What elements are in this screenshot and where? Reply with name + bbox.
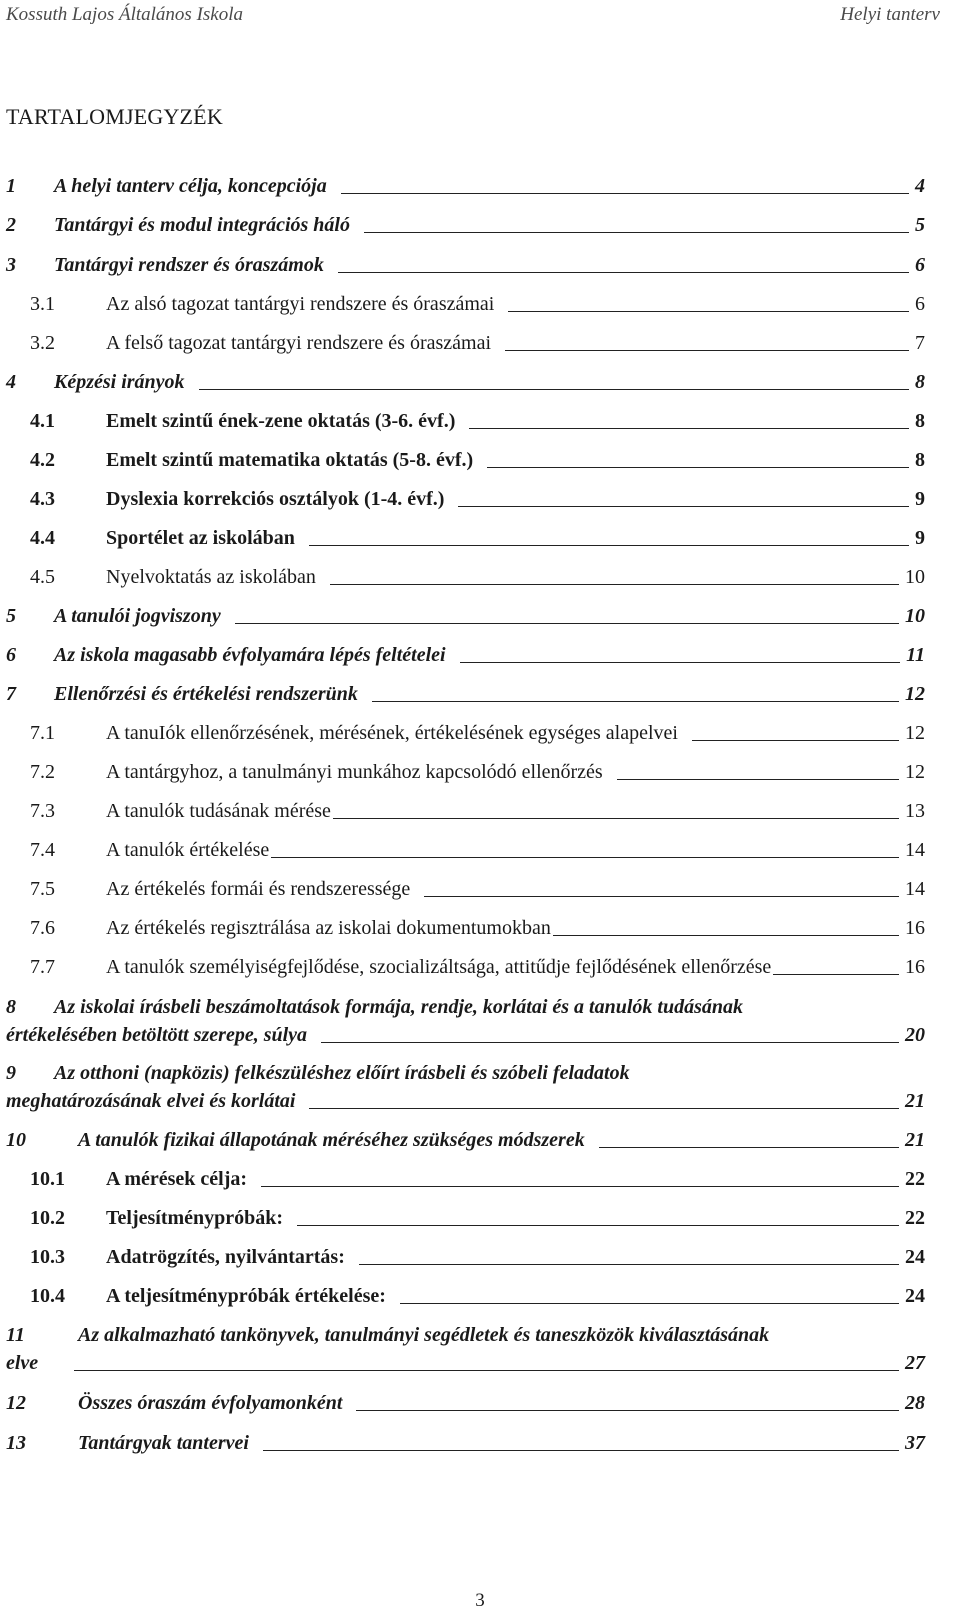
toc-entry-title: Az értékelés formái és rendszeressége	[106, 878, 411, 900]
toc-entry-page: 6	[915, 293, 925, 315]
toc-entry-number: 9	[6, 1062, 16, 1084]
toc-entry-title: A tanulói jogviszony	[54, 605, 221, 627]
dot-leader	[424, 896, 899, 897]
toc-entry-title: Emelt szintű ének-zene oktatás (3-6. évf.)	[106, 410, 456, 432]
dot-leader	[508, 311, 909, 312]
dot-leader	[773, 974, 899, 975]
toc-entry-title: Sportélet az iskolában	[106, 527, 295, 549]
toc-entry-page: 22	[905, 1207, 925, 1229]
toc-entry-title: A teljesítménypróbák értékelése:	[106, 1285, 386, 1307]
dot-leader	[692, 740, 899, 741]
toc-entry-number: 3.2	[30, 332, 55, 354]
dot-leader	[458, 506, 909, 507]
dot-leader	[263, 1450, 899, 1451]
toc-entry-number: 10.4	[30, 1285, 65, 1307]
page-number: 3	[475, 1590, 485, 1611]
toc-entry-title: Emelt szintű matematika oktatás (5-8. évf.)	[106, 449, 474, 471]
toc-entry-page: 16	[905, 956, 925, 978]
toc-entry-number: 3.1	[30, 293, 55, 315]
toc-entry-number: 2	[6, 214, 16, 236]
dot-leader	[372, 701, 899, 702]
toc-entry-page: 10	[905, 605, 925, 627]
toc-entry-page: 6	[915, 254, 925, 276]
toc-entry-page: 12	[905, 722, 925, 744]
toc-entry-title: Teljesítménypróbák:	[106, 1207, 284, 1229]
toc-entry-number: 4.1	[30, 410, 55, 432]
toc-entry-number: 4.5	[30, 566, 55, 588]
toc-entry-page: 12	[905, 761, 925, 783]
toc-entry-title: Az alsó tagozat tantárgyi rendszere és óraszámai	[106, 293, 495, 315]
toc-entry-title: Adatrögzítés, nyilvántartás:	[106, 1246, 345, 1268]
toc-entry-page: 4	[915, 175, 925, 197]
dot-leader	[400, 1303, 899, 1304]
dot-leader	[460, 662, 901, 663]
dot-leader	[297, 1225, 899, 1226]
toc-entry-page: 10	[905, 566, 925, 588]
toc-entry-page: 12	[905, 683, 925, 705]
toc-heading: TARTALOMJEGYZÉK	[6, 104, 223, 129]
toc-entry-page: 28	[905, 1392, 925, 1414]
dot-leader	[235, 623, 899, 624]
toc-entry-title: A tanulók fizikai állapotának méréséhez szükséges módszerek	[78, 1129, 585, 1151]
toc-entry-number: 8	[6, 996, 16, 1018]
dot-leader	[338, 272, 909, 273]
toc-entry-title-line1: Az alkalmazható tankönyvek, tanulmányi segédletek és taneszközök kiválasztásának	[78, 1324, 770, 1346]
toc-entry-page: 21	[905, 1090, 925, 1112]
toc-entry-number: 7.5	[30, 878, 55, 900]
dot-leader	[505, 350, 909, 351]
toc-entry-number: 13	[6, 1432, 26, 1454]
toc-entry-number: 4.3	[30, 488, 55, 510]
toc-entry-page: 27	[905, 1352, 925, 1374]
toc-entry-number: 6	[6, 644, 16, 666]
toc-entry-number: 7.1	[30, 722, 55, 744]
dot-leader	[74, 1370, 899, 1371]
toc-entry-page: 8	[915, 410, 925, 432]
dot-leader	[309, 1108, 899, 1109]
toc-entry-title-line1: Az iskolai írásbeli beszámoltatások formája, rendje, korlátai és a tanulók tudásának	[54, 996, 743, 1018]
toc-entry-title: A helyi tanterv célja, koncepciója	[54, 175, 327, 197]
toc-entry-page: 37	[905, 1432, 925, 1454]
toc-entry-title: A mérések célja:	[106, 1168, 248, 1190]
toc-entry-title: Képzési irányok	[54, 371, 185, 393]
toc-entry-page: 9	[915, 488, 925, 510]
toc-entry-page: 9	[915, 527, 925, 549]
toc-entry-page: 24	[905, 1246, 925, 1268]
toc-entry-number: 5	[6, 605, 16, 627]
toc-entry-number: 10.1	[30, 1168, 65, 1190]
header-school-name: Kossuth Lajos Általános Iskola	[6, 4, 243, 25]
dot-leader	[271, 857, 899, 858]
toc-entry-title: A tantárgyhoz, a tanulmányi munkához kapcsolódó ellenőrzés	[106, 761, 603, 783]
dot-leader	[487, 467, 909, 468]
toc-entry-title: A tanuIók ellenőrzésének, mérésének, értékelésének egységes alapelvei	[106, 722, 678, 744]
toc-entry-title: Nyelvoktatás az iskolában	[106, 566, 316, 588]
toc-entry-title-line1: Az otthoni (napközis) felkészüléshez előírt írásbeli és szóbeli feladatok	[54, 1062, 630, 1084]
toc-entry-page: 5	[915, 214, 925, 236]
toc-entry-page: 16	[905, 917, 925, 939]
toc-entry-number: 11	[6, 1324, 25, 1346]
toc-entry-page: 21	[905, 1129, 925, 1151]
toc-entry-number: 4	[6, 371, 16, 393]
toc-entry-title: Az értékelés regisztrálása az iskolai dokumentumokban	[106, 917, 551, 939]
toc-entry-title-line2: elve	[6, 1352, 39, 1374]
toc-entry-number: 3	[6, 254, 16, 276]
dot-leader	[364, 232, 909, 233]
toc-entry-number: 1	[6, 175, 16, 197]
dot-leader	[341, 193, 909, 194]
dot-leader	[333, 818, 899, 819]
toc-entry-number: 7.2	[30, 761, 55, 783]
dot-leader	[199, 389, 909, 390]
toc-entry-page: 13	[905, 800, 925, 822]
toc-entry-title: A felső tagozat tantárgyi rendszere és óraszámai	[106, 332, 492, 354]
toc-entry-title: Ellenőrzési és értékelési rendszerünk	[54, 683, 358, 705]
toc-entry-page: 8	[915, 371, 925, 393]
toc-entry-number: 7.4	[30, 839, 55, 861]
dot-leader	[321, 1042, 899, 1043]
toc-entry-page: 14	[905, 878, 925, 900]
toc-entry-page: 24	[905, 1285, 925, 1307]
dot-leader	[553, 935, 899, 936]
toc-entry-title: A tanulók tudásának mérése	[106, 800, 331, 822]
toc-entry-number: 7.6	[30, 917, 55, 939]
toc-entry-page: 20	[905, 1024, 925, 1046]
toc-entry-number: 10.3	[30, 1246, 65, 1268]
toc-entry-page: 8	[915, 449, 925, 471]
toc-entry-number: 4.2	[30, 449, 55, 471]
toc-entry-title: Tantárgyi rendszer és óraszámok	[54, 254, 324, 276]
dot-leader	[330, 584, 899, 585]
toc-entry-title: Tantárgyi és modul integrációs háló	[54, 214, 350, 236]
toc-entry-page: 22	[905, 1168, 925, 1190]
toc-entry-page: 11	[906, 644, 925, 666]
toc-entry-title-line2: értékelésében betöltött szerepe, súlya	[6, 1024, 308, 1046]
dot-leader	[261, 1186, 899, 1187]
toc-entry-title: Tantárgyak tantervei	[78, 1432, 249, 1454]
dot-leader	[359, 1264, 899, 1265]
dot-leader	[309, 545, 909, 546]
toc-entry-number: 7.3	[30, 800, 55, 822]
toc-entry-title: Összes óraszám évfolyamonként	[78, 1392, 343, 1414]
toc-entry-number: 4.4	[30, 527, 55, 549]
toc-entry-title: Dyslexia korrekciós osztályok (1-4. évf.)	[106, 488, 445, 510]
toc-entry-page: 7	[915, 332, 925, 354]
dot-leader	[469, 428, 909, 429]
toc-entry-number: 10.2	[30, 1207, 65, 1229]
toc-entry-title: Az iskola magasabb évfolyamára lépés feltételei	[54, 644, 446, 666]
dot-leader	[617, 779, 899, 780]
toc-entry-number: 12	[6, 1392, 26, 1414]
toc-entry-title: A tanulók értékelése	[106, 839, 270, 861]
toc-entry-page: 14	[905, 839, 925, 861]
dot-leader	[356, 1410, 899, 1411]
toc-entry-title-line2: meghatározásának elvei és korlátai	[6, 1090, 296, 1112]
toc-entry-title: A tanulók személyiségfejlődése, szocializáltsága, attitűdje fejlődésének ellenőrzése	[106, 956, 772, 978]
header-document-name: Helyi tanterv	[840, 4, 940, 25]
toc-entry-number: 7	[6, 683, 16, 705]
toc-entry-number: 10	[6, 1129, 26, 1151]
toc-entry-number: 7.7	[30, 956, 55, 978]
dot-leader	[599, 1147, 899, 1148]
